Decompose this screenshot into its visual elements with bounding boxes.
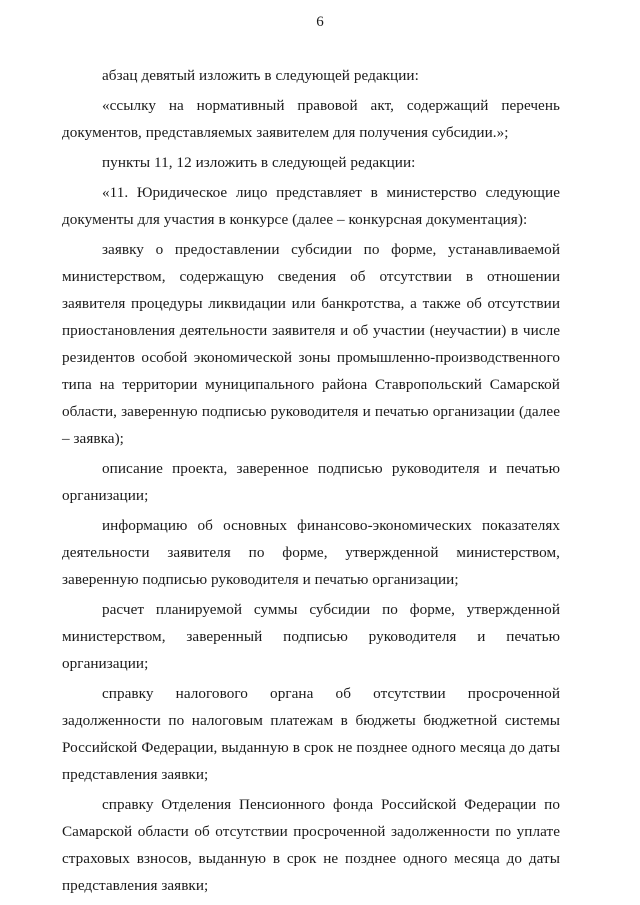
- paragraph: «11. Юридическое лицо представляет в министерство следующие документы для участия в конкурсе (далее – конкурсная документация):: [62, 184, 560, 228]
- paragraph: информацию об основных финансово-экономических показателях деятельности заявителя по форме, утвержденной министерством, заверенную подписью руководителя и печатью организации;: [62, 517, 560, 588]
- paragraph: абзац девятый изложить в следующей редакции:: [102, 67, 419, 84]
- paragraph: справку налогового органа об отсутствии просроченной задолженности по налоговым платежам в бюджеты бюджетной системы Российской Федерации, выданную в срок не позднее одного месяца до даты представления заявки;: [62, 685, 560, 783]
- page-number: 6: [316, 14, 324, 30]
- paragraph: заявку о предоставлении субсидии по форме, устанавливаемой министерством, содержащую сведения об отсутствии в отношении заявителя процедуры ликвидации или банкротства, а также об отсутствии приостановления деятельности заявителя и об участии (неучастии) в числе резидентов особой экономической зоны промышленно-производственного типа на территории муниципального района Ставропольский Самарской области, заверенную подписью руководителя и печатью организации (далее – заявка);: [62, 241, 560, 447]
- paragraph: пункты 11, 12 изложить в следующей редакции:: [102, 154, 416, 171]
- paragraph: описание проекта, заверенное подписью руководителя и печатью организации;: [62, 460, 560, 504]
- paragraph: «ссылку на нормативный правовой акт, содержащий перечень документов, представляемых заявителем для получения субсидии.»;: [62, 97, 560, 141]
- paragraph: справку Отделения Пенсионного фонда Российской Федерации по Самарской области об отсутствии просроченной задолженности по уплате страховых взносов, выданную в срок не позднее одного месяца до даты представления заявки;: [62, 796, 560, 894]
- document-body: [62, 62, 560, 899]
- paragraph: расчет планируемой суммы субсидии по форме, утвержденной министерством, заверенный подписью руководителя и печатью организации;: [62, 601, 560, 672]
